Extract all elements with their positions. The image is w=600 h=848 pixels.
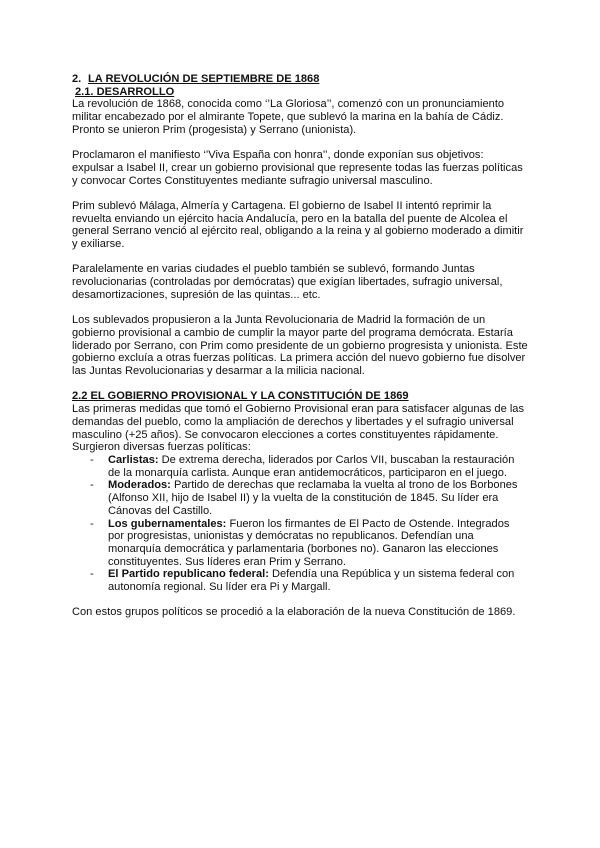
paragraph-closing: Con estos grupos políticos se procedió a la elaboración de la nueva Constitución de 1869. (72, 606, 516, 619)
party-description: Defendía una República y un sistema federal con autonomía regional. Su líder era Pi y Margall. (108, 568, 515, 594)
party-description: Partido de derechas que reclamaba la vuelta al trono de los Borbones (Alfonso XII, hijo de Isabel II) y la vuelta de la constitución de 1845. Su líder era Cánovas del Castillo. (108, 479, 518, 517)
section-number: 2. (72, 73, 82, 85)
political-forces-list (72, 454, 528, 594)
paragraph-manifiesto: Proclamaron el manifiesto ‘’Viva España con honra’’, donde exponían sus objetivos: expulsar a Isabel II, crear un gobierno provisional que represente todas las fuerzas políticas y convocar Cortes Constituyentes mediante sufragio universal masculino. (72, 149, 523, 187)
bullet-dash: - (90, 568, 94, 581)
party-description: Fueron los firmantes de El Pacto de Ostende. Integrados por progresistas, unionistas y demócratas no republicanos. Defendían una monarquía democrática y parlamentaria (borbones no). Ganaron las elecciones constituyentes. Sus líderes eran Prim y Serrano. (108, 517, 510, 568)
section-heading (72, 73, 528, 86)
bullet-dash: - (90, 517, 94, 530)
document-page (72, 73, 528, 632)
bullet-dash: - (90, 454, 94, 466)
party-name: Moderados: (108, 479, 171, 492)
paragraph-primeras-medidas: Las primeras medidas que tomó el Gobierno Provisional eran para satisfacer algunas de las demandas del pueblo, como la ampliación de derechos y libertades y el sufragio universal masculino (+25 años). Se convocaron elecciones a cortes constituyentes rápidamente. Surgieron diversas fuerzas políticas: (72, 403, 525, 454)
paragraph-gloriosa: La revolución de 1868, conocida como ‘’La Gloriosa’’, comenzó con un pronunciamiento militar encabezado por el almirante Topete, que sublevó la marina en la bahía de Cádiz. Pronto se unieron Prim (progesista) y Serrano (unionista). (72, 98, 505, 136)
party-name: Los gubernamentales: (108, 517, 227, 530)
section-title: LA REVOLUCIÓN DE SEPTIEMBRE DE 1868 (88, 73, 320, 85)
paragraph-juntas: Paralelamente en varias ciudades el pueblo también se sublevó, formando Juntas revolucionarias (controladas por demócratas) que exigían libertades, sufragio universal, desamortizaciones, supresión de las quintas... etc. (72, 263, 503, 301)
party-name: Carlistas: (108, 454, 159, 466)
list-item-gubernamentales (72, 518, 528, 569)
list-item-carlistas (72, 454, 528, 479)
list-item-moderados (72, 479, 528, 517)
subsection-heading-desarrollo: 2.1. DESARROLLO (75, 85, 175, 98)
paragraph-alcolea: Prim sublevó Málaga, Almería y Cartagena. El gobierno de Isabel II intentó reprimir la revuelta enviando un ejército hacia Andalucía, pero en la batalla del puente de Alcolea el general Serrano venció al ejército real, obligando a la reina y al gobierno moderado a dimitir y exiliarse. (72, 199, 524, 251)
subsection-heading-constitucion: 2.2 EL GOBIERNO PROVISIONAL Y LA CONSTITUCIÓN DE 1869 (72, 390, 409, 403)
list-item-republicano-federal (72, 568, 528, 593)
party-name: El Partido republicano federal: (108, 568, 269, 581)
party-description: De extrema derecha, liderados por Carlos VII, buscaban la restauración de la monarquía carlista. Aunque eran antidemocráticos, participaron en el juego. (108, 454, 515, 479)
paragraph-gobierno-provisional: Los sublevados propusieron a la Junta Revolucionaria de Madrid la formación de un gobierno provisional a cambio de cumplir la mayor parte del programa demócrata. Estaría liderado por Serrano, con Prim como presidente de un gobierno progresista y unionista. Este gobierno excluía a otras fuerzas políticas. La primera acción del nuevo gobierno fue disolver las Juntas Revolucionarias y desarmar a la milicia nacional. (72, 314, 528, 378)
bullet-dash: - (90, 479, 94, 492)
